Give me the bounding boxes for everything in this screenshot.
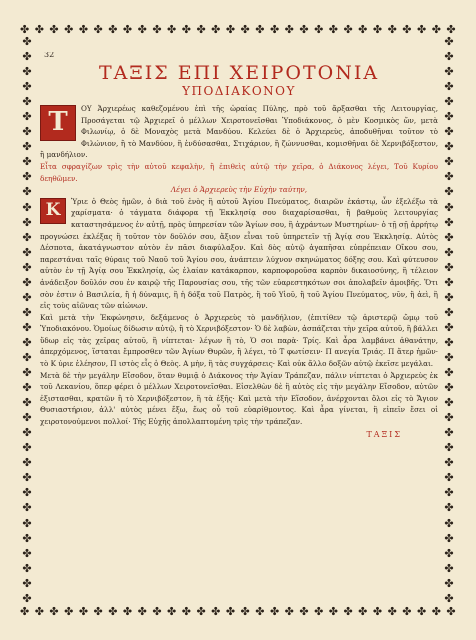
drop-cap-1: Τ bbox=[40, 105, 76, 141]
text-block bbox=[40, 52, 438, 600]
ornamental-border-top: ✤ ✤ ✤ ✤ ✤ ✤ ✤ ✤ ✤ ✤ ✤ ✤ ✤ ✤ ✤ ✤ ✤ ✤ ✤ ✤ ✤ ✤ ✤ ✤ ✤ ✤ ✤ ✤ ✤ ✤ bbox=[20, 22, 456, 36]
paragraph-intro-text: ΟΥ Ἀρχιερέως καθεζομένου ἐπὶ τῆς ὡραίας Πύλης, πρὸ τοῦ ἄρξασθαι τῆς Λειτουργίας, Προσάγεται τῷ Ἀρχιερεῖ ὁ μέλλων Χειροτονεῖσθαι Ὑποδιάκονος, ὁ μὲν Κοσμικὸς ὤν, μετὰ Φιλωνίῳ, ὁ δὲ Μοναχὸς μετὰ Μανδύου. Κελεύει δὲ ὁ Ἀρχιερεὺς, ἀποδυθῆναι τοῦτον τὸ Φιλώνιον, ἢ τὸ Μανδύον, ἢ ἐνδύσασθαι, Στιχάριον, ἢ ζώννυσθαι, κομισθῆναι δὲ Χερνιβόξεστον, ἢ μανδήλιον. bbox=[40, 104, 438, 160]
rubric-prayer bbox=[40, 184, 438, 196]
paragraph-after-exclamation bbox=[40, 312, 438, 370]
paragraph-prayer-text: Ὑριε ὁ Θεὸς ἡμῶν, ὁ διὰ τοῦ ἑνὸς ἢ αὐτοῦ Ἁγίου Πνεύματος, διαιρῶν ἑκάστῳ, ὧν ἐξελέξω τὰ χαρίσματα· ὁ τάγματα διάφορα τῇ Ἐκκλησίᾳ σου διαχαρίσασθαι, ἢ βαθμοὺς λειτουργίας καταστησάμενος ἐν αὐτῇ, πρὸς ὑπηρεσίαν τῶν Ἁγίων σου, ἢ ἀχράντων Μυστηρίων· ὁ τῇ σῇ ἀρρήτῳ προγνώσει ἐκλέξας ἢ τοῦτον τὸν δοῦλόν σου, ἄξιον εἶναι τοῦ ὑπηρετεῖν τῇ Ἁγίᾳ σου Ἐκκλησίᾳ. Αὐτὸς Δέσποτα, ἀκατάγνωστον αὐτὸν ἐν πᾶσι διαφύλαξον. Καὶ δὸς αὐτῷ ἀγαπῆσαι εὐπρέπειαν Οἴκου σου, παρεστάναι ταῖς θύραις τοῦ Ναοῦ τοῦ Ἁγίου σου, ἀνάπτειν λύχνον σκηνώματος δόξης σου. Καὶ φύτευσον αὐτὸν ἐν τῇ Ἁγίᾳ σου Ἐκκλησίᾳ, ὡς ἐλαίαν κατάκαρπον, καρποφοροῦσα καρπὸν δικαιοσύνης, ἢ τέλειον ἀνάδειξον δοῦλόν σου ἐν καιρῷ τῆς Παρουσίας σου, τῆς τῶν εὐαρεστηκότων σοι ἀπολαβεῖν ἀμοιβῆς. Ὅτι σὸν ἐστιν ὁ Βασιλεία, ἢ ἡ δύναμις, ἢ ἡ δόξα τοῦ Πατρὸς, ἢ τοῦ Υἱοῦ, ἢ τοῦ Ἁγίου Πνεύματος, νῦν, ἢ ἀεὶ, ἢ εἰς τοὺς αἰῶνας τῶν αἰώνων. bbox=[40, 196, 438, 311]
paragraph-intro bbox=[40, 103, 438, 161]
paragraph-great-entrance-text: Μετὰ δὲ τὴν μεγάλην Εἴσοδον, ὅταν θυμιᾷ ὁ Διάκονος τὴν Ἁγίαν Τράπεζαν, πάλιν νίπτεται ὁ Ἀρχιερεὺς ἐκ τοῦ Λεκανίου, ὅπερ φέρει ὁ μέλλων Χειροτονεῖσθαι. Εἰσελθὼν δὲ ἢ αὐτὸς εἰς τὴν μεγάλην Εἴσοδον, αὐτῶν ἐξιστασθαι, κρατῶν ἢ τὸ Χερνιβόξεστον, ἢ τὰ ἑξῆς· Καὶ μετὰ τὴν Εἴσοδον, ἀνέρχονται ὅλοι εἰς τὸ Ἅγιον Θυσιαστήριον, ἀλλ' αὐτὸς μένει ἔξω, ἕως οὗ τοῦ εὐαρίθμοντος. Καὶ ἆρα γίνεται, ἢ εἰπεῖν ἔσει οἱ χειροτονούμενοι πολλοί· Τῆς Εὐχῆς ἀπολλαπτομένη τρὶς τὴν τράπεζαν. bbox=[40, 370, 438, 427]
paragraph-seal bbox=[40, 161, 438, 184]
page-subtitle: ΥΠΟΔΙΑΚΟΝΟΥ bbox=[182, 84, 296, 98]
page-number: 32 bbox=[44, 52, 55, 59]
ornamental-border-bottom: ✤ ✤ ✤ ✤ ✤ ✤ ✤ ✤ ✤ ✤ ✤ ✤ ✤ ✤ ✤ ✤ ✤ ✤ ✤ ✤ ✤ ✤ ✤ ✤ ✤ ✤ ✤ ✤ ✤ ✤ bbox=[20, 604, 456, 618]
paragraph-great-entrance bbox=[40, 370, 438, 428]
ornamental-border-left: ✤ ✤ ✤ ✤ ✤ ✤ ✤ ✤ ✤ ✤ ✤ ✤ ✤ ✤ ✤ ✤ ✤ ✤ ✤ ✤ ✤ ✤ ✤ ✤ ✤ ✤ ✤ ✤ ✤ ✤ ✤ ✤ ✤ ✤ ✤ ✤ ✤ ✤ bbox=[22, 36, 32, 604]
drop-cap-2: Κ bbox=[40, 198, 66, 224]
ornamental-border-right: ✤ ✤ ✤ ✤ ✤ ✤ ✤ ✤ ✤ ✤ ✤ ✤ ✤ ✤ ✤ ✤ ✤ ✤ ✤ ✤ ✤ ✤ ✤ ✤ ✤ ✤ ✤ ✤ ✤ ✤ ✤ ✤ ✤ ✤ ✤ ✤ ✤ ✤ bbox=[444, 36, 454, 604]
paragraph-after-exclamation-text: Καὶ μετὰ τὴν Ἐκφώνησιν, δεξάμενος ὁ Ἀρχιερεὺς τὸ μανδήλιον, (ἐπιτίθεν τῷ ἀριστερῷ ὤμῳ τοῦ Ὑποδιακόνου. Ὁμοίως δίδωσιν αὐτῷ, ἢ τὸ Χερνιβόξεστον· Ὁ δὲ λαβὼν, ἀσπάζεται τὴν χεῖρα αὐτοῦ, ἢ βάλλει ὕδωρ εἰς τὰς χεῖρας αὐτοῦ, ἢ νίπτεται· λέγων ἢ τὸ, Ὁ σοι παρὰ· Τρίς. Καὶ ἆρα λαμβάνει ἀθανάτην, ἀπερχόμενος, ἵσταται ἔμπροσθεν τῶν Ἁγίων Θυρῶν, ἢ λέγει, τὸ Τ φωτίσειν· Π ανεγία Τριάς. Π ἄτερ ἡμῶν· τὸ Κ ύριε ἐλέησον, Π ιστὸς εἷς ὁ Θεὸς. Α μὴν, ἢ τὰς συγχάρσεις· Καὶ οὐκ ἄλλο δοξῶν αὐτῷ ἐκεῖσε μεγάλαι. bbox=[40, 312, 438, 369]
catchword: ΤΑΞΙΣ bbox=[366, 429, 402, 439]
rubric-prayer-text: Λέγει ὁ Ἀρχιερεὺς τὴν Εὐχὴν ταύτην, bbox=[170, 185, 308, 195]
paragraph-prayer bbox=[40, 196, 438, 312]
page-title: ΤΑΞΙΣ ΕΠΙ ΧΕΙΡΟΤΟΝΙΑ bbox=[98, 62, 380, 84]
paragraph-seal-text: Εἶτα σφραγίζων τρὶς τὴν αὐτοῦ κεφαλὴν, ἢ ἐπιθεὶς αὐτῷ τὴν χεῖρα, ὁ Διάκονος λέγει, Τοῦ Κυρίου δεηθῶμεν. bbox=[40, 161, 438, 183]
